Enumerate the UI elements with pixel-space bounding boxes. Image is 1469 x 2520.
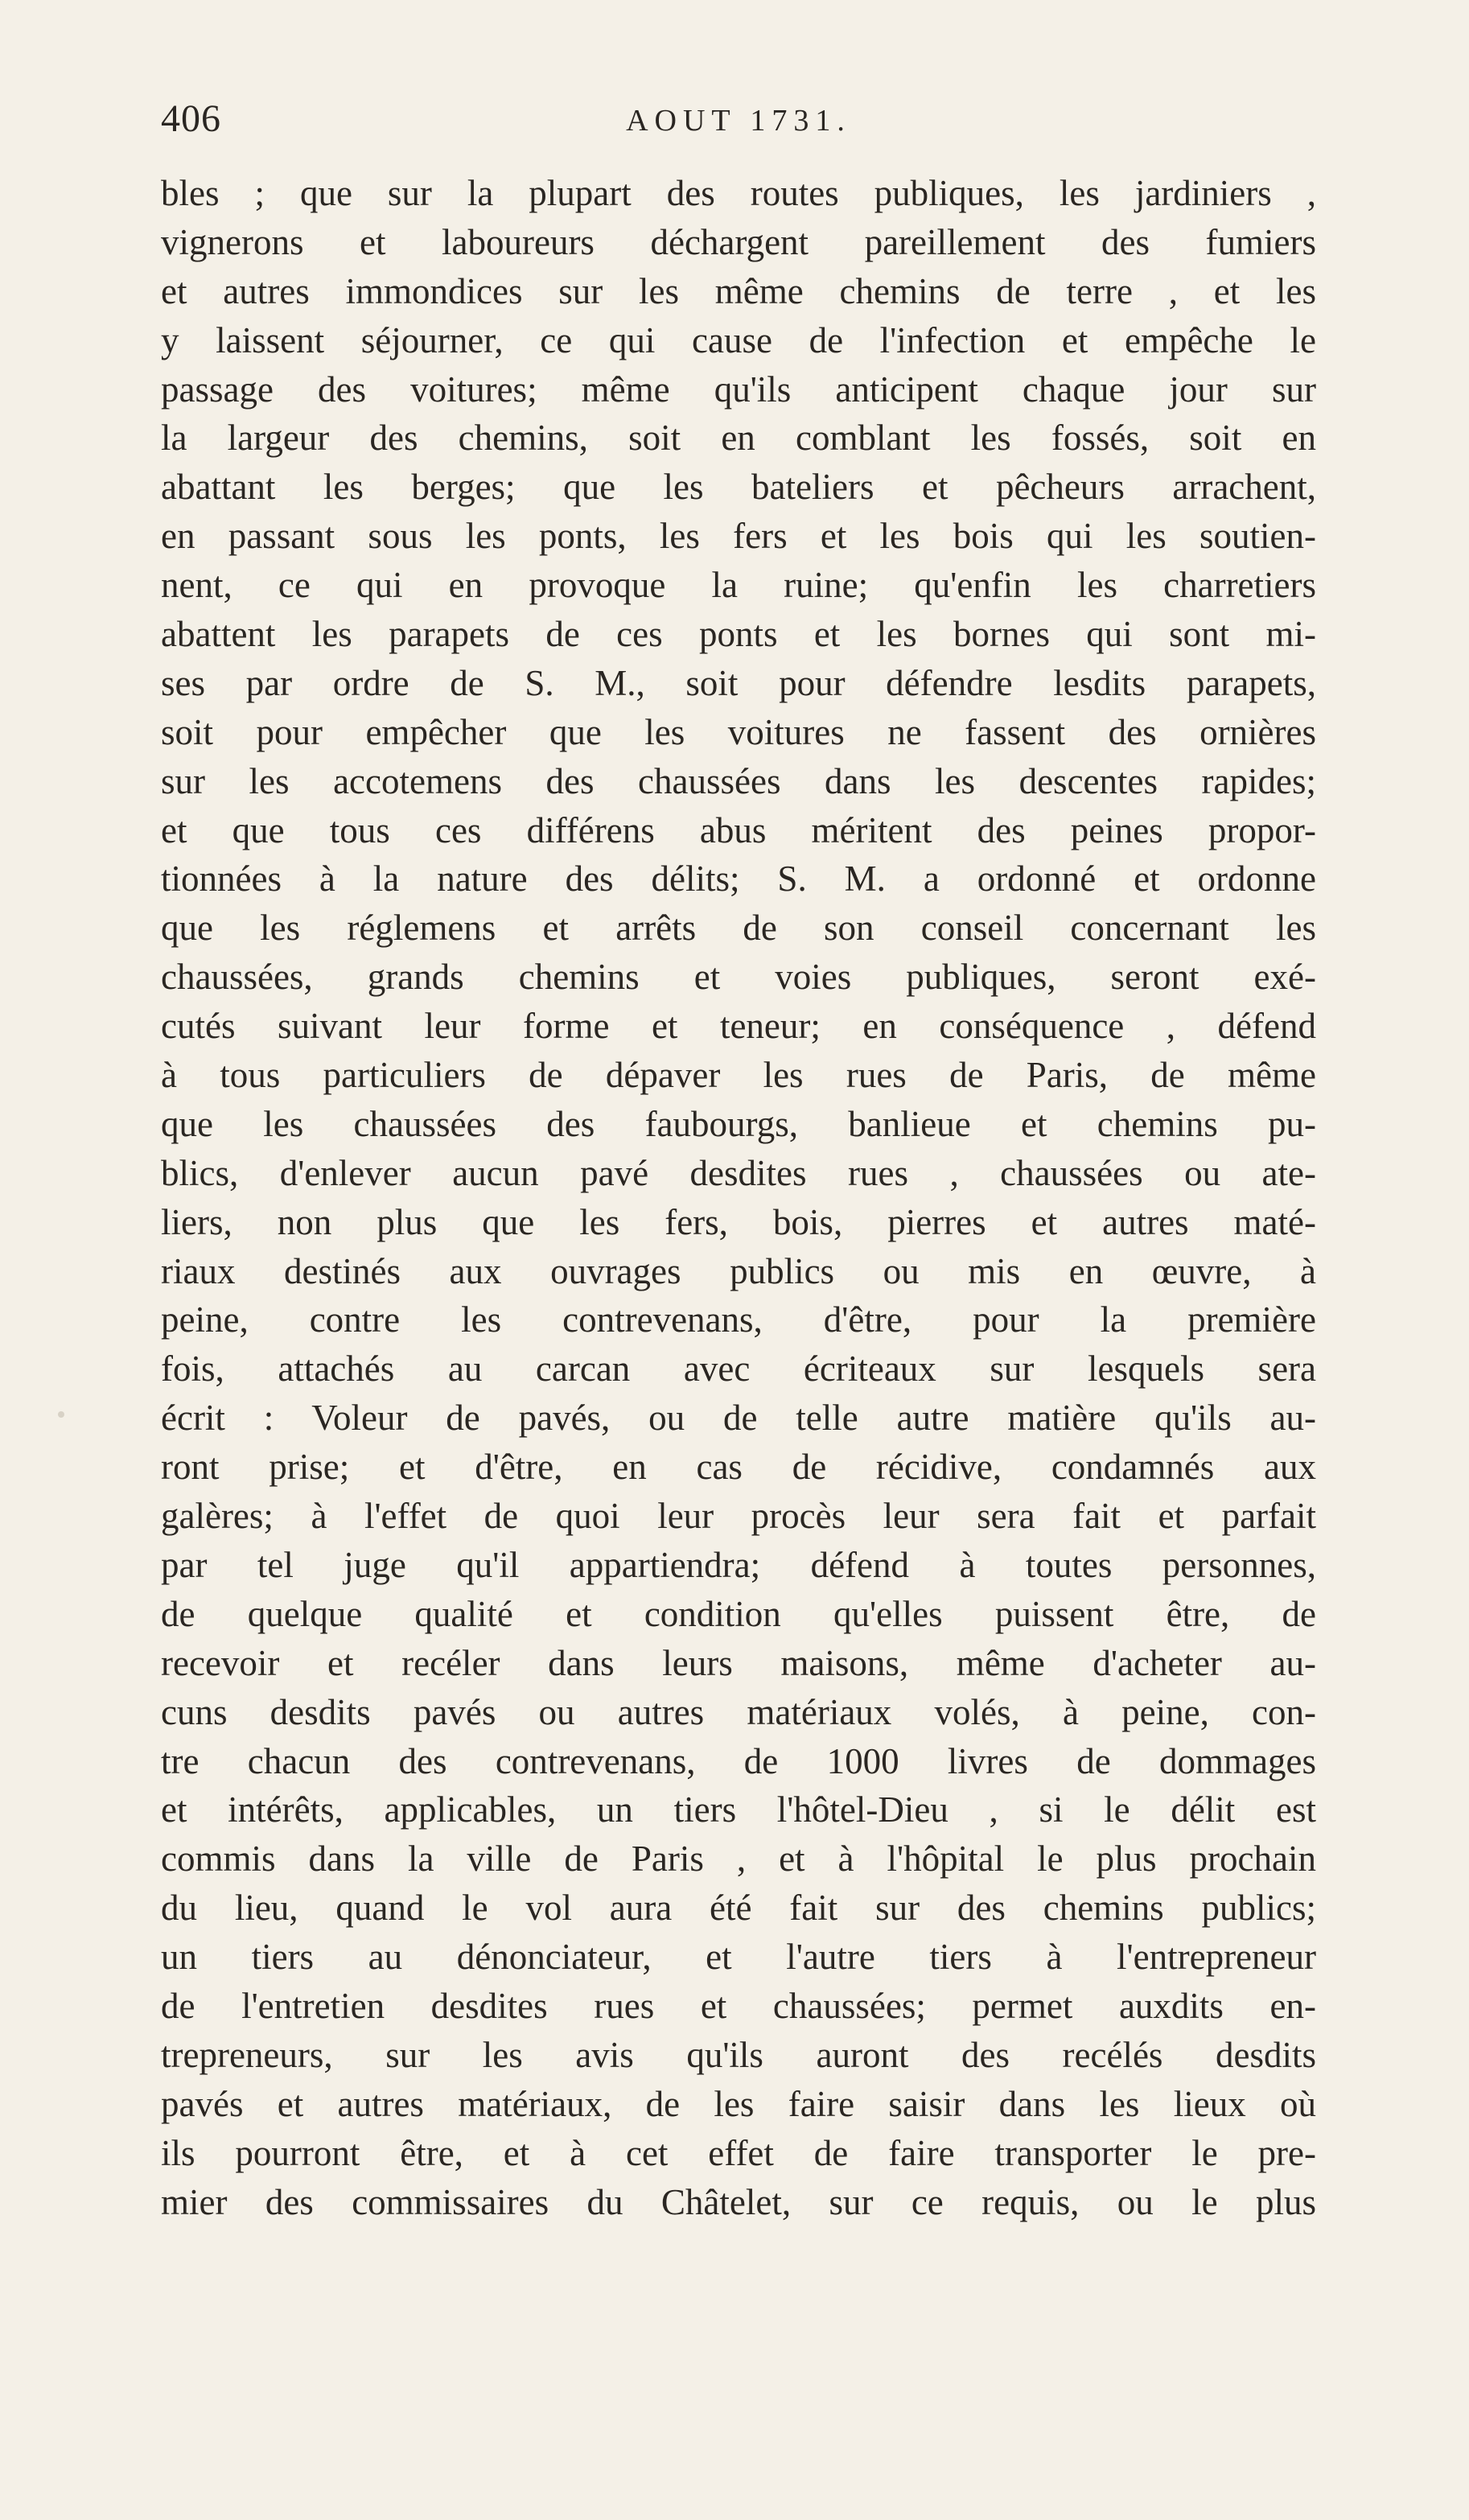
text-line: mier des commissaires du Châtelet, sur ce requis, ou le plus (161, 2181, 1316, 2222)
body-text (161, 169, 1316, 2229)
text-line: et que tous ces différens abus méritent des peines propor- (161, 809, 1316, 850)
text-line: trepreneurs, sur les avis qu'ils auront des recélés desdits (161, 2034, 1316, 2075)
text-line: et intérêts, applicables, un tiers l'hôtel-Dieu , si le délit est (161, 1789, 1316, 1830)
text-line: à tous particuliers de dépaver les rues de Paris, de même (161, 1055, 1316, 1096)
text-line: peine, contre les contrevenans, d'être, pour la première (161, 1299, 1316, 1340)
text-line: abattent les parapets de ces ponts et les bornes qui sont mi- (161, 614, 1316, 655)
text-line: vignerons et laboureurs déchargent pareillement des fumiers (161, 221, 1316, 262)
text-line: riaux destinés aux ouvrages publics ou mis en œuvre, à (161, 1250, 1316, 1291)
paper-speck (58, 1411, 64, 1418)
text-line: recevoir et recéler dans leurs maisons, même d'acheter au- (161, 1642, 1316, 1683)
text-line: ses par ordre de S. M., soit pour défendre lesdits parapets, (161, 662, 1316, 703)
text-line: passage des voitures; même qu'ils anticipent chaque jour sur (161, 369, 1316, 410)
text-line: que les réglemens et arrêts de son conseil concernant les (161, 908, 1316, 949)
text-line: pavés et autres matériaux, de les faire saisir dans les lieux où (161, 2083, 1316, 2124)
text-line: tre chacun des contrevenans, de 1000 livres de dommages (161, 1740, 1316, 1781)
text-line: cuns desdits pavés ou autres matériaux volés, à peine, con- (161, 1691, 1316, 1732)
text-line: la largeur des chemins, soit en comblant les fossés, soit en (161, 418, 1316, 459)
text-line: blics, d'enlever aucun pavé desdites rues , chaussées ou ate- (161, 1152, 1316, 1193)
text-line: nent, ce qui en provoque la ruine; qu'enfin les charretiers (161, 565, 1316, 606)
text-line: par tel juge qu'il appartiendra; défend à toutes personnes, (161, 1544, 1316, 1585)
text-line: commis dans la ville de Paris , et à l'hôpital le plus prochain (161, 1839, 1316, 1880)
text-line: ils pourront être, et à cet effet de faire transporter le pre- (161, 2132, 1316, 2173)
text-line: fois, attachés au carcan avec écriteaux sur lesquels sera (161, 1349, 1316, 1390)
text-line: galères; à l'effet de quoi leur procès leur sera fait et parfait (161, 1496, 1316, 1537)
text-line: écrit : Voleur de pavés, ou de telle autre matière qu'ils au- (161, 1398, 1316, 1439)
text-line: de quelque qualité et condition qu'elles puissent être, de (161, 1593, 1316, 1634)
text-line: abattant les berges; que les bateliers et pêcheurs arrachent, (161, 467, 1316, 508)
text-line: chaussées, grands chemins et voies publiques, seront exé- (161, 957, 1316, 998)
text-line: du lieu, quand le vol aura été fait sur des chemins publics; (161, 1888, 1316, 1929)
running-head: AOUT 1731. (626, 104, 851, 138)
text-line: y laissent séjourner, ce qui cause de l'infection et empêche le (161, 319, 1316, 360)
text-line: cutés suivant leur forme et teneur; en conséquence , défend (161, 1006, 1316, 1047)
text-line: soit pour empêcher que les voitures ne fassent des ornières (161, 711, 1316, 752)
page-header (161, 97, 1316, 153)
text-line: et autres immondices sur les même chemins de terre , et les (161, 270, 1316, 311)
text-line: liers, non plus que les fers, bois, pierres et autres maté- (161, 1201, 1316, 1242)
text-line: tionnées à la nature des délits; S. M. a ordonné et ordonne (161, 859, 1316, 900)
text-line: ront prise; et d'être, en cas de récidive, condamnés aux (161, 1447, 1316, 1488)
text-line: de l'entretien desdites rues et chaussées; permet auxdits en- (161, 1985, 1316, 2026)
text-line: que les chaussées des faubourgs, banlieue et chemins pu- (161, 1103, 1316, 1144)
text-line: un tiers au dénonciateur, et l'autre tiers à l'entrepreneur (161, 1937, 1316, 1978)
text-line: bles ; que sur la plupart des routes publiques, les jardiniers , (161, 173, 1316, 213)
text-line: sur les accotemens des chaussées dans les descentes rapides; (161, 760, 1316, 801)
text-line: en passant sous les ponts, les fers et les bois qui les soutien- (161, 516, 1316, 557)
page-number: 406 (161, 97, 221, 140)
